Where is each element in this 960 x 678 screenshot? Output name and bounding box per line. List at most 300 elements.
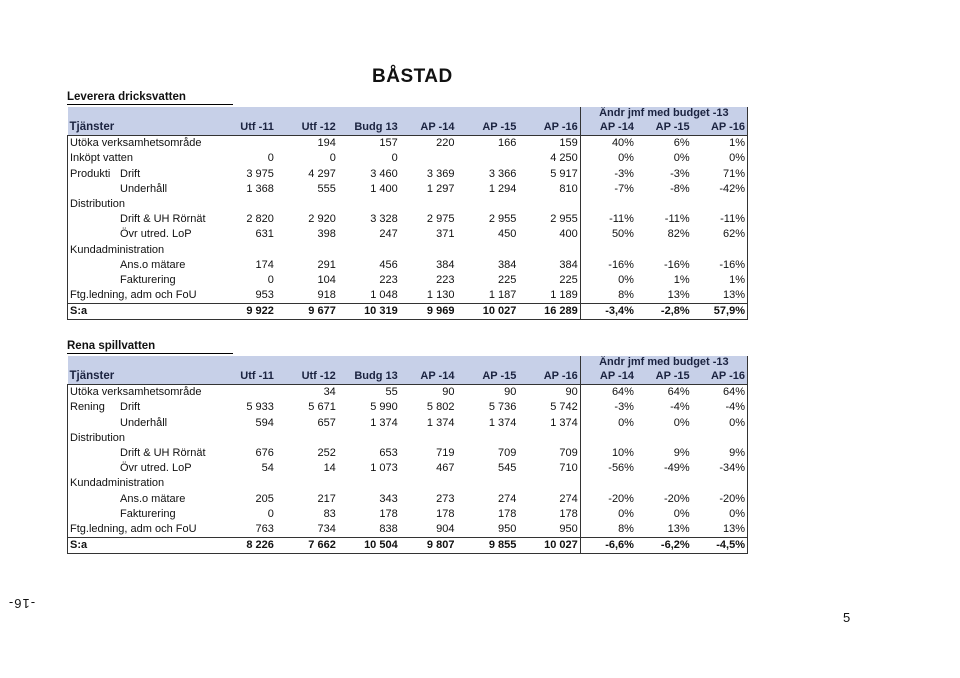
row-category: Utöka verksamhetsområde — [70, 386, 202, 399]
table-cell: 657 — [317, 416, 336, 429]
table-cell: 2 920 — [308, 213, 336, 226]
row-category: Kundadministration — [70, 477, 165, 490]
table-cell: 225 — [498, 273, 517, 286]
table-cell: -16% — [663, 258, 690, 271]
row-subcategory: Övr utred. LoP — [120, 228, 192, 241]
table-cell — [636, 243, 692, 258]
table-cell: 653 — [379, 447, 398, 460]
table-cell — [338, 476, 400, 491]
side-page-mark: -16- — [7, 596, 36, 612]
table-cell: -49% — [663, 462, 690, 475]
sum-cell: -4,5% — [692, 538, 748, 554]
table-cell: 157 — [338, 136, 400, 152]
table-cell: 205 — [255, 492, 274, 505]
row-category: Distribution — [70, 198, 126, 211]
table-cell: 953 — [255, 289, 274, 302]
row-label — [68, 492, 238, 507]
table-row — [68, 507, 748, 522]
table-cell: 64% — [636, 385, 692, 401]
table-row — [68, 258, 748, 273]
row-label — [68, 446, 238, 461]
table-cell: -3% — [614, 401, 634, 414]
table-cell — [400, 476, 457, 491]
table-cell — [238, 136, 276, 152]
table-row — [68, 227, 748, 242]
column-header: AP -15 — [456, 369, 518, 385]
table-row — [68, 446, 748, 461]
sum-cell: 9 922 — [238, 304, 276, 320]
table-cell — [518, 197, 580, 212]
row-label — [68, 243, 238, 258]
table-cell: 166 — [456, 136, 518, 152]
table-cell: 1 187 — [488, 289, 517, 302]
table-row — [68, 416, 748, 431]
table-row — [68, 492, 748, 507]
row-category: Ftg.ledning, adm och FoU — [70, 522, 197, 535]
table-cell: 398 — [317, 228, 336, 241]
sum-row — [68, 538, 748, 554]
table-row — [68, 243, 748, 258]
row-subcategory: Drift — [120, 167, 141, 180]
table-cell: 273 — [436, 492, 455, 505]
table-cell: 3 460 — [370, 167, 398, 180]
row-subcategory: Ans.o mätare — [120, 492, 186, 505]
table-row — [68, 476, 748, 491]
row-category: Ftg.ledning, adm och FoU — [70, 289, 197, 302]
table-cell: 1 400 — [370, 182, 398, 195]
table-cell: 1 130 — [426, 289, 455, 302]
table-cell: -16% — [608, 258, 634, 271]
table-cell — [238, 431, 276, 446]
table-cell — [580, 431, 636, 446]
table-cell: 0% — [673, 507, 690, 520]
row-label — [68, 182, 238, 197]
table-cell: 384 — [518, 258, 580, 273]
table-cell: -20% — [608, 492, 634, 505]
column-header: AP -14 — [400, 120, 457, 136]
table-row — [68, 273, 748, 288]
table-cell: 810 — [518, 182, 580, 197]
table-cell: 1 374 — [518, 416, 580, 431]
table-cell: 904 — [436, 522, 455, 535]
row-label — [68, 400, 238, 415]
row-subcategory: Underhåll — [120, 416, 168, 429]
table-cell: 159 — [518, 136, 580, 152]
section-label-wastewater: Rena spillvatten — [67, 340, 233, 354]
table-cell: -42% — [692, 182, 748, 197]
table-cell — [636, 197, 692, 212]
table-cell: 2 975 — [426, 213, 455, 226]
table-cell: 194 — [276, 136, 338, 152]
table-cell: -56% — [608, 462, 634, 475]
table-cell — [400, 151, 457, 166]
page-title: BÅSTAD — [372, 66, 453, 87]
column-header: AP -16 — [518, 369, 580, 385]
table-cell: 5 917 — [518, 167, 580, 182]
table-cell: 5 933 — [246, 401, 274, 414]
table-row — [68, 197, 748, 212]
column-header: AP -15 — [636, 120, 692, 136]
table-cell: 178 — [436, 507, 455, 520]
row-label — [68, 507, 238, 522]
table-cell: 4 250 — [518, 151, 580, 166]
table-cell: 710 — [518, 461, 580, 476]
table-cell — [692, 431, 748, 446]
table-cell: 0% — [618, 507, 634, 520]
table-cell: 1 374 — [370, 416, 398, 429]
table-cell: 0% — [692, 416, 748, 431]
sum-cell: 57,9% — [692, 304, 748, 320]
sum-label: S:a — [68, 538, 238, 554]
sum-cell: -3,4% — [580, 304, 636, 320]
sum-cell: 16 289 — [518, 304, 580, 320]
row-label — [68, 167, 238, 182]
table-cell: 178 — [518, 507, 580, 522]
column-header: Budg 13 — [338, 120, 400, 136]
column-header: Utf -11 — [238, 369, 276, 385]
column-header: Utf -12 — [276, 120, 338, 136]
table-cell: 1 189 — [518, 288, 580, 304]
table-cell — [238, 243, 276, 258]
table-cell — [580, 243, 636, 258]
table-cell: 0 — [267, 273, 274, 286]
table-cell: 274 — [518, 492, 580, 507]
column-header: Utf -12 — [276, 369, 338, 385]
table-cell: 104 — [317, 273, 336, 286]
row-label — [68, 273, 238, 288]
table-cell: 54 — [261, 462, 274, 475]
table-cell: 2 955 — [488, 213, 517, 226]
table-cell: 384 — [498, 258, 517, 271]
row-label — [68, 197, 238, 212]
table-cell: 0% — [618, 416, 634, 429]
table-cell — [238, 385, 276, 401]
table-cell: -4% — [692, 400, 748, 415]
table-cell: 220 — [400, 136, 457, 152]
table-cell: 709 — [498, 447, 517, 460]
column-header: Tjänster — [68, 369, 238, 385]
table-cell: 384 — [436, 258, 455, 271]
table-cell — [400, 431, 457, 446]
table-cell — [456, 151, 518, 166]
table-cell: -7% — [614, 182, 634, 195]
table-cell: 0 — [391, 152, 398, 165]
column-header: Utf -11 — [238, 120, 276, 136]
table-cell: 734 — [317, 522, 336, 535]
table-cell: 10% — [611, 447, 634, 460]
table-cell: 8% — [618, 522, 634, 535]
table-cell — [580, 197, 636, 212]
table-cell: 217 — [317, 492, 336, 505]
table-row — [68, 431, 748, 446]
table-cell — [518, 243, 580, 258]
column-header: AP -16 — [518, 120, 580, 136]
table-cell: 555 — [317, 182, 336, 195]
row-subcategory: Övr utred. LoP — [120, 462, 192, 475]
table-cell: -3% — [670, 167, 690, 180]
table-cell: 719 — [436, 447, 455, 460]
wastewater-table — [67, 356, 748, 554]
table-cell: 594 — [255, 416, 274, 429]
row-subcategory: Drift & UH Rörnät — [120, 447, 206, 460]
table-cell: 676 — [255, 447, 274, 460]
table-cell: 225 — [518, 273, 580, 288]
table-cell: 34 — [276, 385, 338, 401]
sum-cell: 10 027 — [518, 538, 580, 554]
table-cell — [636, 476, 692, 491]
drinking-water-table — [67, 107, 748, 320]
table-cell: -3% — [614, 167, 634, 180]
table-cell: 5 742 — [518, 400, 580, 415]
table-cell: 90 — [518, 385, 580, 401]
row-label — [68, 212, 238, 227]
table-cell: 64% — [580, 385, 636, 401]
table-cell: 918 — [317, 289, 336, 302]
group-header: Ändr jmf med budget -13 — [580, 107, 747, 120]
table-cell: 4 297 — [308, 167, 336, 180]
sum-cell: 9 677 — [276, 304, 338, 320]
column-header: AP -14 — [580, 369, 636, 385]
row-label — [68, 385, 238, 401]
table-cell: 456 — [379, 258, 398, 271]
sum-cell: 10 504 — [338, 538, 400, 554]
table-cell — [692, 243, 748, 258]
row-subcategory: Underhåll — [120, 182, 168, 195]
sum-cell: 8 226 — [238, 538, 276, 554]
table-cell: 90 — [400, 385, 457, 401]
table-cell — [692, 476, 748, 491]
table-cell — [400, 197, 457, 212]
table-cell: 3 369 — [426, 167, 455, 180]
table-cell: 1% — [692, 136, 748, 152]
column-header: Budg 13 — [338, 369, 400, 385]
table-cell: 3 328 — [370, 213, 398, 226]
table-cell: 0 — [267, 152, 274, 165]
table-cell: 5 736 — [488, 401, 517, 414]
table-cell — [456, 431, 518, 446]
table-cell: 9% — [692, 446, 748, 461]
row-subcategory: Fakturering — [120, 273, 176, 286]
sum-row — [68, 304, 748, 320]
table-cell: 40% — [580, 136, 636, 152]
sum-label: S:a — [68, 304, 238, 320]
table-cell — [276, 431, 338, 446]
table-cell: 5 671 — [308, 401, 336, 414]
row-category: Utöka verksamhetsområde — [70, 137, 202, 150]
table-cell: 467 — [436, 462, 455, 475]
table-cell: 2 955 — [518, 212, 580, 227]
table-cell — [276, 197, 338, 212]
table-cell: 1 294 — [488, 182, 517, 195]
row-label — [68, 227, 238, 242]
table-cell: 631 — [255, 228, 274, 241]
table-cell: 0% — [673, 416, 690, 429]
table-cell: 0% — [618, 152, 634, 165]
table-cell: 71% — [692, 167, 748, 182]
table-cell: 252 — [317, 447, 336, 460]
table-cell: 55 — [338, 385, 400, 401]
table-row — [68, 136, 748, 152]
table-cell: 400 — [518, 227, 580, 242]
table-cell: 1 297 — [426, 182, 455, 195]
table-cell: -16% — [692, 258, 748, 273]
table-cell: 0% — [692, 507, 748, 522]
table-cell — [238, 197, 276, 212]
sum-cell: 10 319 — [338, 304, 400, 320]
row-label — [68, 258, 238, 273]
table-cell: 82% — [667, 228, 690, 241]
column-header: AP -15 — [636, 369, 692, 385]
table-cell — [400, 243, 457, 258]
table-cell: -4% — [670, 401, 690, 414]
row-category: Produkti — [70, 167, 111, 180]
table-cell: 5 990 — [370, 401, 398, 414]
table-cell: 1 374 — [488, 416, 517, 429]
table-cell: 13% — [667, 522, 690, 535]
row-label — [68, 476, 238, 491]
table-cell — [456, 197, 518, 212]
table-cell: 371 — [436, 228, 455, 241]
table-cell — [456, 243, 518, 258]
table-cell — [276, 243, 338, 258]
sum-cell: 9 969 — [400, 304, 457, 320]
table-cell: 64% — [692, 385, 748, 401]
table-cell: -11% — [609, 213, 634, 226]
row-label — [68, 461, 238, 476]
table-cell: 62% — [692, 227, 748, 242]
table-cell: 2 820 — [246, 213, 274, 226]
table-cell: 247 — [379, 228, 398, 241]
table-cell: 0 — [329, 152, 336, 165]
table-cell: -11% — [664, 213, 690, 226]
sum-cell: 7 662 — [276, 538, 338, 554]
table-cell: 763 — [255, 522, 274, 535]
table-cell: 174 — [255, 258, 274, 271]
column-header: AP -14 — [580, 120, 636, 136]
table-cell: 6% — [636, 136, 692, 152]
row-label — [68, 151, 238, 166]
sum-cell: 9 855 — [456, 538, 518, 554]
section-label-drinking-water: Leverera dricksvatten — [67, 91, 233, 105]
table-cell — [456, 476, 518, 491]
row-subcategory: Ans.o mätare — [120, 258, 186, 271]
table-cell — [338, 197, 400, 212]
table-cell: 1 368 — [246, 182, 274, 195]
column-header: Tjänster — [68, 120, 238, 136]
column-header: AP -15 — [456, 120, 518, 136]
column-header: AP -14 — [400, 369, 457, 385]
table-row — [68, 385, 748, 401]
table-cell: 178 — [498, 507, 517, 520]
table-cell: 3 366 — [488, 167, 517, 180]
row-label — [68, 136, 238, 152]
table-cell — [692, 197, 748, 212]
table-cell: 0 — [267, 507, 274, 520]
table-cell: 223 — [436, 273, 455, 286]
table-cell: 838 — [379, 522, 398, 535]
table-cell: 83 — [323, 507, 336, 520]
table-cell: 223 — [379, 273, 398, 286]
table-row — [68, 182, 748, 197]
table-cell: 1 048 — [370, 289, 398, 302]
table-row — [68, 167, 748, 182]
table-cell: 343 — [379, 492, 398, 505]
table-cell: 14 — [323, 462, 336, 475]
column-header: AP -16 — [692, 120, 748, 136]
row-subcategory: Fakturering — [120, 507, 176, 520]
row-label — [68, 431, 238, 446]
row-category: Distribution — [70, 431, 126, 444]
table-cell — [636, 431, 692, 446]
table-cell — [276, 476, 338, 491]
table-cell — [518, 431, 580, 446]
table-cell — [580, 476, 636, 491]
table-cell — [338, 243, 400, 258]
table-cell: 90 — [456, 385, 518, 401]
table-cell: 13% — [692, 522, 748, 538]
sum-cell: 10 027 — [456, 304, 518, 320]
table-row — [68, 461, 748, 476]
table-cell: 13% — [667, 289, 690, 302]
table-row — [68, 522, 748, 538]
table-cell: -20% — [692, 492, 748, 507]
sum-cell: 9 807 — [400, 538, 457, 554]
table-cell: -34% — [692, 461, 748, 476]
row-label — [68, 288, 238, 304]
table-cell: 1 073 — [370, 462, 398, 475]
page-number: 5 — [843, 610, 851, 625]
table-cell: 1% — [692, 273, 748, 288]
table-cell: -20% — [663, 492, 690, 505]
table-row — [68, 288, 748, 304]
sum-cell: -2,8% — [636, 304, 692, 320]
row-label — [68, 522, 238, 538]
table-row — [68, 212, 748, 227]
table-cell: 13% — [692, 288, 748, 304]
table-cell: 709 — [518, 446, 580, 461]
table-cell — [518, 476, 580, 491]
table-cell: 3 975 — [246, 167, 274, 180]
row-subcategory: Drift — [120, 401, 141, 414]
table-cell: 178 — [379, 507, 398, 520]
sum-cell: -6,6% — [580, 538, 636, 554]
table-cell: 950 — [518, 522, 580, 538]
table-cell: -11% — [692, 212, 748, 227]
row-category: Inköpt vatten — [70, 152, 133, 165]
table-cell: 274 — [498, 492, 517, 505]
table-cell: 0% — [692, 151, 748, 166]
table-cell: 950 — [498, 522, 517, 535]
table-row — [68, 151, 748, 166]
table-cell: 9% — [673, 447, 690, 460]
table-row — [68, 400, 748, 415]
row-category: Kundadministration — [70, 243, 165, 256]
sum-cell: -6,2% — [636, 538, 692, 554]
table-cell — [238, 476, 276, 491]
table-cell — [338, 431, 400, 446]
table-cell: 1 374 — [426, 416, 455, 429]
table-cell: 291 — [317, 258, 336, 271]
column-header: AP -16 — [692, 369, 748, 385]
table-cell: 50% — [611, 228, 634, 241]
table-cell: 545 — [498, 462, 517, 475]
table-cell: 1% — [673, 273, 690, 286]
table-cell: -8% — [670, 182, 690, 195]
table-cell: 8% — [618, 289, 634, 302]
table-cell: 5 802 — [426, 401, 455, 414]
table-cell: 0% — [673, 152, 690, 165]
table-cell: 0% — [618, 273, 634, 286]
